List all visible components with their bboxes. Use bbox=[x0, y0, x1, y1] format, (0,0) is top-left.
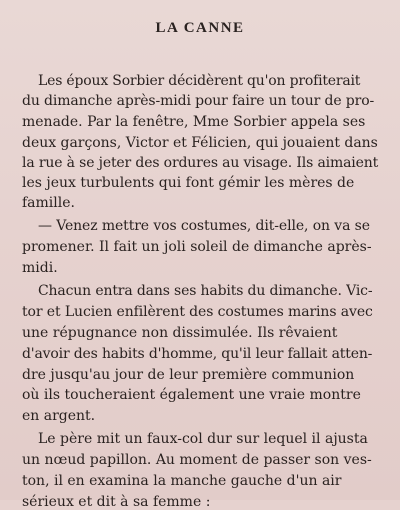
text-line: promener. Il fait un joli soleil de dimanche après- bbox=[22, 239, 372, 255]
text-line: menade. Par la fenêtre, Mme Sorbier appela ses bbox=[22, 114, 366, 130]
text-line: une répugnance non dissimulée. Ils rêvaient bbox=[22, 325, 338, 341]
text-line: midi. bbox=[22, 260, 58, 276]
chapter-title: LA CANNE bbox=[155, 20, 245, 36]
text-line: où ils toucheraient également une vraie montre bbox=[22, 387, 361, 403]
text-line: les jeux turbulents qui font gémir les mères de bbox=[22, 175, 355, 191]
text-line: du dimanche après-midi pour faire un tour de pro- bbox=[22, 93, 375, 109]
text-line: famille. bbox=[22, 195, 75, 211]
text-line: sérieux et dit à sa femme : bbox=[22, 494, 211, 510]
text-line: Les époux Sorbier décidèrent qu'on profiterait bbox=[38, 73, 361, 89]
text-line: d'avoir des habits d'homme, qu'il leur fallait atten- bbox=[22, 346, 373, 362]
text-line: en argent. bbox=[22, 408, 96, 424]
text-line: Le père mit un faux-col dur sur lequel il ajusta bbox=[38, 431, 368, 447]
text-line: dre jusqu'au jour de leur première communion bbox=[22, 367, 355, 383]
text-line: ton, il en examina la manche gauche d'un air bbox=[22, 473, 342, 489]
text-line: Chacun entra dans ses habits du dimanche. Vic- bbox=[38, 283, 373, 299]
text-line: — Venez mettre vos costumes, dit-elle, on va se bbox=[38, 218, 370, 234]
text-line: tor et Lucien enfilèrent des costumes marins avec bbox=[22, 304, 373, 320]
text-line: deux garçons, Victor et Félicien, qui jouaient dans bbox=[22, 135, 378, 151]
text-line: la rue à se jeter des ordures au visage. Ils aimaient bbox=[22, 155, 379, 171]
text-line: un nœud papillon. Au moment de passer son ves- bbox=[22, 452, 372, 468]
